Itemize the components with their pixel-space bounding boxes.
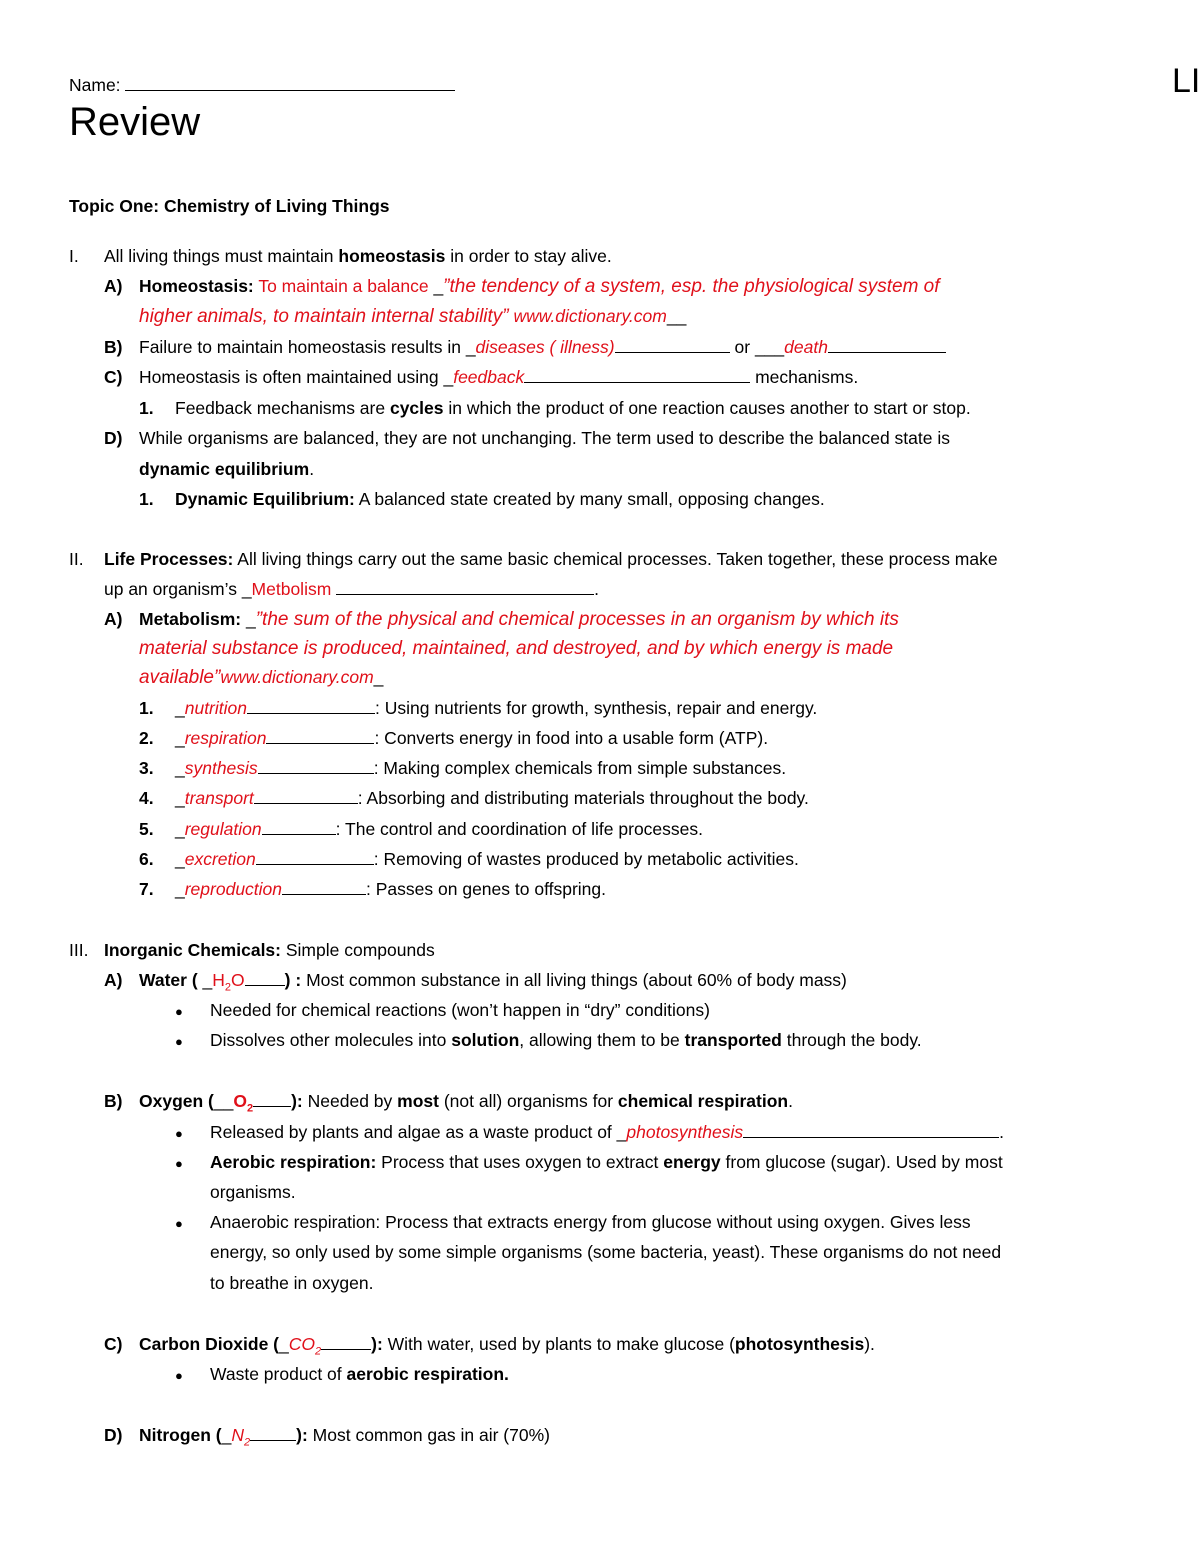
process-item: _nutrition : Using nutrients for growth, synthesis, repair and energy. xyxy=(175,698,818,718)
bullet-icon: ● xyxy=(175,1368,183,1383)
s1-c-sub-num: 1. xyxy=(139,398,154,418)
co2-photosynthesis: photosynthesis xyxy=(734,1334,865,1354)
s1-a-source: www.dictionary.com xyxy=(513,306,667,326)
oxygen-close: ): xyxy=(291,1091,303,1111)
s2-text2: up an organism’s xyxy=(104,579,242,599)
oxygen-bullet2-line2: organisms. xyxy=(210,1182,296,1202)
water-term: Water ( xyxy=(139,970,198,990)
s1-text-pre: All living things must maintain xyxy=(104,246,339,266)
s1-d-sub-line xyxy=(175,488,825,510)
section-3-num: III. xyxy=(69,940,89,960)
oxygen-most: most xyxy=(397,1091,439,1111)
process-item: _regulation : The control and coordination of life processes. xyxy=(175,819,703,839)
s3-term: Inorganic Chemicals: xyxy=(104,940,281,960)
n2-formula-n: N xyxy=(231,1425,245,1445)
oxygen-b2-post: from glucose (sugar). Used by most xyxy=(720,1152,1003,1172)
co2-formula-co: CO xyxy=(288,1334,315,1354)
bullet-icon: ● xyxy=(175,1216,183,1231)
s2-a-line3: available”www.dictionary.com_ xyxy=(139,667,384,688)
n2-label: D) xyxy=(104,1425,123,1445)
name-line xyxy=(69,74,455,96)
process-1-num: 2. xyxy=(139,728,154,748)
water-b2-transported: transported xyxy=(684,1030,782,1050)
s2-a-line1: Metabolism: _”the sum of the physical and chemical processes in an organism by which its xyxy=(139,609,899,630)
water-b2-pre: Dissolves other molecules into xyxy=(210,1030,452,1050)
s2-a-line2 xyxy=(139,637,893,660)
s1-a-answer2: ”the tendency of a system, esp. the physiological system of xyxy=(443,276,940,297)
section-2-num: II. xyxy=(69,549,84,569)
s1-text-post: in order to stay alive. xyxy=(445,246,612,266)
process-desc: : Absorbing and distributing materials throughout the body. xyxy=(357,788,809,808)
oxygen-b1-pre: Released by plants and algae as a waste product of xyxy=(210,1122,617,1142)
process-answer: nutrition xyxy=(184,698,247,718)
oxygen-t1: Needed by xyxy=(302,1091,398,1111)
n2-formula xyxy=(231,1425,251,1449)
process-0-num: 1. xyxy=(139,698,154,718)
co2-close: ): xyxy=(371,1334,383,1354)
oxygen-b1-answer: photosynthesis xyxy=(626,1122,744,1142)
water-blank[interactable] xyxy=(245,969,285,986)
s1-b-blank1[interactable] xyxy=(615,336,730,353)
bullet-icon: ● xyxy=(175,1156,183,1171)
water-formula-o: O xyxy=(231,970,245,990)
process-desc: : Passes on genes to offspring. xyxy=(366,879,606,899)
s1-d-line2: dynamic equilibrium. xyxy=(139,459,315,479)
process-blank[interactable] xyxy=(282,878,366,895)
process-answer: synthesis xyxy=(184,758,258,778)
co2-formula-sub: 2 xyxy=(315,1345,322,1358)
process-item: _excretion : Removing of wastes produced by metabolic activities. xyxy=(175,849,799,869)
s1-c-after: mechanisms. xyxy=(755,367,859,387)
s2-text1: All living things carry out the same basic chemical processes. Taken together, these process make xyxy=(233,549,998,569)
water-b2-solution: solution xyxy=(451,1030,520,1050)
s1-b-or: or xyxy=(734,337,751,357)
oxygen-line: Oxygen ($\_\_O_2$ ): Needed by most (not all) organisms for chemical respiration. xyxy=(139,1091,793,1115)
process-6-num: 7. xyxy=(139,879,154,899)
process-item: _transport : Absorbing and distributing materials throughout the body. xyxy=(175,788,809,808)
n2-blank[interactable] xyxy=(250,1424,296,1441)
s1-d-bold: dynamic equilibrium xyxy=(139,459,310,479)
s1-b-text: Failure to maintain homeostasis results in xyxy=(139,337,466,357)
process-item: _synthesis : Making complex chemicals from simple substances. xyxy=(175,758,787,778)
s2-answer: Metbolism xyxy=(251,579,337,599)
s1-a-answer1: To maintain a balance xyxy=(258,276,434,296)
oxygen-b1-blank[interactable] xyxy=(743,1121,999,1138)
s2-line1 xyxy=(104,548,998,570)
water-close: ) : xyxy=(284,970,302,990)
oxygen-formula-sub: 2 xyxy=(246,1102,254,1115)
water-bullet1: Needed for chemical reactions (won’t happen in “dry” conditions) xyxy=(210,1000,710,1020)
s2-term: Life Processes: xyxy=(104,549,234,569)
oxygen-b2-energy: energy xyxy=(663,1152,721,1172)
process-blank[interactable] xyxy=(258,757,374,774)
water-text: Most common substance in all living things (about 60% of body mass) xyxy=(301,970,847,990)
s2-blank[interactable] xyxy=(336,578,594,595)
oxygen-term: Oxygen ( xyxy=(139,1091,214,1111)
n2-term: Nitrogen ( xyxy=(139,1425,222,1445)
s1-d-sub-term: Dynamic Equilibrium: xyxy=(175,489,355,509)
process-blank[interactable] xyxy=(254,787,358,804)
process-blank[interactable] xyxy=(266,727,374,744)
s2-a-source: www.dictionary.com xyxy=(220,667,374,687)
water-b2-mid: , allowing them to be xyxy=(519,1030,685,1050)
process-item: _respiration : Converts energy in food into a usable form (ATP). xyxy=(175,728,769,748)
co2-text: With water, used by plants to make glucose ( xyxy=(382,1334,735,1354)
bullet-icon: ● xyxy=(175,1126,183,1141)
process-2-num: 3. xyxy=(139,758,154,778)
s1-c-sub-pre: Feedback mechanisms are xyxy=(175,398,390,418)
s2-a-answer2: material substance is produced, maintained, and destroyed, and by which energy is made xyxy=(139,638,894,659)
water-formula-h: H xyxy=(212,970,225,990)
oxygen-bullet2 xyxy=(210,1151,1003,1173)
s1-c-sub-line xyxy=(175,397,971,419)
s2-a-answer3: available” xyxy=(139,667,221,688)
s1-b-answer2: death xyxy=(784,337,828,357)
s1-b-answer1: diseases ( illness) xyxy=(475,337,615,357)
water-formula-sub: 2 xyxy=(224,981,232,994)
s2-a-answer1: ”the sum of the physical and chemical processes in an organism by which its xyxy=(255,609,899,630)
s2-a-term: Metabolism: xyxy=(139,609,242,629)
process-5-num: 6. xyxy=(139,849,154,869)
s1-d-sub-text: A balanced state created by many small, opposing changes. xyxy=(354,489,825,509)
oxygen-bullet1: Released by plants and algae as a waste product of _photosynthesis . xyxy=(210,1122,1005,1142)
co2-line: Carbon Dioxide ($\_CO_2$ ): With water, used by plants to make glucose (photosynthesis). xyxy=(139,1334,875,1358)
topic-heading: Topic One: Chemistry of Living Things xyxy=(69,196,390,216)
s1-a-line1: Homeostasis: To maintain a balance _”the tendency of a system, esp. the physiological system of xyxy=(139,276,940,297)
corner-text: LI xyxy=(1172,62,1200,100)
bullet-icon: ● xyxy=(175,1034,183,1049)
page-title: Review xyxy=(69,100,201,144)
co2-label: C) xyxy=(104,1334,123,1354)
section-1-num: I. xyxy=(69,246,79,266)
name-label: Name: xyxy=(69,75,121,95)
s1-c-blank[interactable] xyxy=(524,366,750,383)
s1-d-sub-num: 1. xyxy=(139,489,154,509)
s1-d-label: D) xyxy=(104,428,123,448)
s1-c-line: Homeostasis is often maintained using _feedback mechanisms. xyxy=(139,367,859,387)
oxygen-formula xyxy=(233,1091,254,1115)
co2-formula xyxy=(288,1334,322,1358)
oxygen-label: B) xyxy=(104,1091,123,1111)
s3-text: Simple compounds xyxy=(281,940,435,960)
s1-d-text: While organisms are balanced, they are not unchanging. The term used to describe the balanced state is xyxy=(139,428,950,448)
bullet-icon: ● xyxy=(175,1004,183,1019)
co2-end: ). xyxy=(864,1334,875,1354)
s1-c-text: Homeostasis is often maintained using xyxy=(139,367,444,387)
n2-formula-sub: 2 xyxy=(244,1436,251,1449)
s2-a-label: A) xyxy=(104,609,123,629)
process-answer: regulation xyxy=(184,819,262,839)
process-answer: transport xyxy=(184,788,254,808)
process-blank[interactable] xyxy=(262,818,336,835)
process-desc: : Converts energy in food into a usable form (ATP). xyxy=(374,728,769,748)
s1-c-label: C) xyxy=(104,367,123,387)
co2-blank[interactable] xyxy=(321,1333,371,1350)
process-desc: : Making complex chemicals from simple substances. xyxy=(373,758,787,778)
oxygen-bullet3-line1: Anaerobic respiration: Process that extracts energy from glucose without using oxygen. Gives less xyxy=(210,1212,971,1232)
n2-line: Nitrogen ($\_N_2$ ): Most common gas in air (70%) xyxy=(139,1425,550,1449)
s1-b-label: B) xyxy=(104,337,123,357)
oxygen-chem-resp: chemical respiration xyxy=(617,1091,789,1111)
s1-b-line: Failure to maintain homeostasis results in _diseases ( illness) or ___death xyxy=(139,336,946,358)
n2-close: ): xyxy=(296,1425,308,1445)
oxygen-blank[interactable] xyxy=(253,1090,291,1107)
process-4-num: 5. xyxy=(139,819,154,839)
co2-bullet1 xyxy=(210,1363,509,1385)
process-answer: reproduction xyxy=(184,879,283,899)
water-b2-post: through the body. xyxy=(781,1030,922,1050)
s1-homeostasis: homeostasis xyxy=(338,246,446,266)
section-1-text xyxy=(104,245,612,267)
process-answer: respiration xyxy=(184,728,267,748)
oxygen-bullet3-line2: energy, so only used by some simple organisms (some bacteria, yeast). These organisms do not need xyxy=(210,1242,1002,1262)
s2-line2: up an organism’s _Metbolism . xyxy=(104,579,600,599)
oxygen-bullet3-line3: to breathe in oxygen. xyxy=(210,1273,374,1293)
s1-c-answer: feedback xyxy=(453,367,525,387)
process-desc: : The control and coordination of life processes. xyxy=(335,819,703,839)
s3-line xyxy=(104,939,435,961)
s1-a-label: A) xyxy=(104,276,123,296)
co2-term: Carbon Dioxide ( xyxy=(139,1334,280,1354)
s1-a-term: Homeostasis: xyxy=(139,276,254,296)
oxygen-b2-term: Aerobic respiration: xyxy=(210,1152,377,1172)
water-bullet2 xyxy=(210,1029,922,1051)
name-blank[interactable] xyxy=(125,74,455,91)
water-formula xyxy=(212,970,245,994)
process-desc: : Removing of wastes produced by metabolic activities. xyxy=(373,849,799,869)
process-item: _reproduction : Passes on genes to offspring. xyxy=(175,879,606,899)
s1-b-blank2[interactable] xyxy=(828,336,946,353)
co2-b1-pre: Waste product of xyxy=(210,1364,347,1384)
process-blank[interactable] xyxy=(247,697,375,714)
oxygen-b2-text: Process that uses oxygen to extract xyxy=(376,1152,664,1172)
s1-c-sub-bold: cycles xyxy=(389,398,444,418)
co2-b1-bold: aerobic respiration. xyxy=(346,1364,509,1384)
s1-a-answer3: higher animals, to maintain internal stability” xyxy=(139,306,509,327)
process-answer: excretion xyxy=(184,849,256,869)
oxygen-t3: . xyxy=(788,1091,793,1111)
water-line: Water ( $\_H_2O$ ) : Most common substance in all living things (about 60% of body mass) xyxy=(139,970,847,994)
oxygen-formula-o: O xyxy=(233,1091,247,1111)
water-label: A) xyxy=(104,970,123,990)
s1-a-line2: higher animals, to maintain internal stability” www.dictionary.com__ xyxy=(139,306,687,327)
process-desc: : Using nutrients for growth, synthesis, repair and energy. xyxy=(375,698,818,718)
s1-c-sub-post: in which the product of one reaction causes another to start or stop. xyxy=(443,398,971,418)
process-3-num: 4. xyxy=(139,788,154,808)
n2-text: Most common gas in air (70%) xyxy=(307,1425,550,1445)
oxygen-t2: (not all) organisms for xyxy=(438,1091,618,1111)
process-blank[interactable] xyxy=(256,848,374,865)
